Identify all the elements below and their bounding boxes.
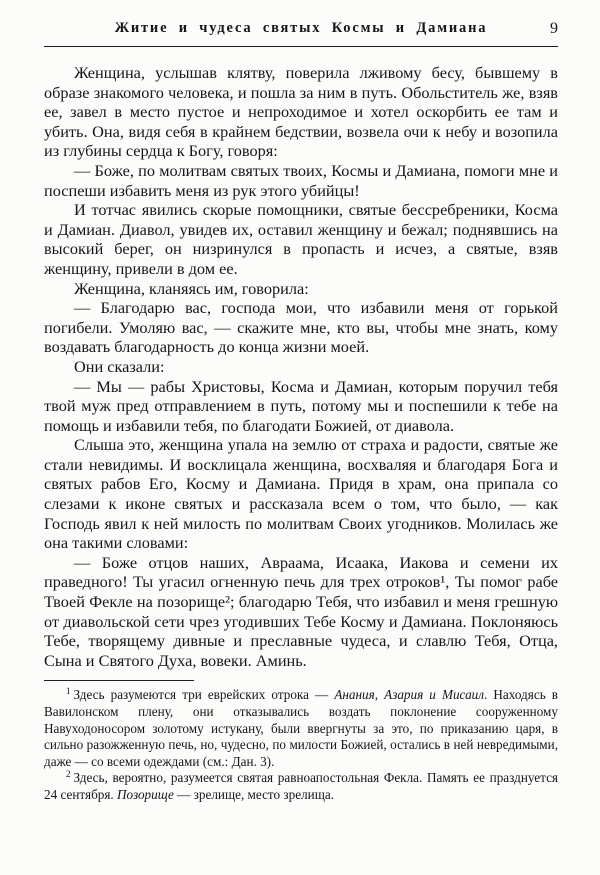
footnote-2 (44, 770, 558, 803)
footnote-2-text-cont: — зрелище, место зрелища. (173, 786, 335, 802)
footnote-1-text: Здесь разумеются три еврейских отрока — (73, 687, 335, 703)
footnotes (44, 687, 558, 803)
paragraph: Они сказали: (74, 356, 165, 376)
paragraph-dialogue: — Мы — рабы Христовы, Косма и Дамиан, которым поручил тебя твой муж пред отправлением в путь, потому мы и поспешили к тебе на помощь и избавили тебя, по благодати Божией, от диавола. (44, 376, 558, 435)
footnote-1-marker: 1 (66, 686, 71, 697)
paragraph-dialogue: — Боже отцов наших, Авраама, Исаака, Иакова и семени их праведного! Ты угасил огненную печь для трех отроков¹, Ты помог рабе Твоей Фекле на позорище²; благодарю Тебя, что избавил и меня грешную от диавольской сети чрез угодивших Тебе Косму и Дамиана. Поклоняюсь Тебе, творящему дивные и преславные чудеса, и славлю Тебя, Отца, Сына и Святого Духа, вовеки. Аминь. (44, 552, 558, 670)
header-rule (44, 46, 558, 47)
main-text (44, 63, 558, 670)
footnote-1-text-cont: . Находясь в Вавилонском плену, они отказывались воздать поклонение сооруженному Навуходоносором золотому истукану, были ввергнуты за это, по приказанию царя, в сильно разожженную печь, но, чудесно, по милости Божией, остались в ней невредимыми, даже — со всеми одеждами (см.: Дан. 3). (44, 687, 558, 769)
footnote-1-italic-text: Анания, Азария и Мисаил (334, 687, 485, 703)
paragraph: Женщина, кланяясь им, говорила: (74, 278, 309, 298)
page-number: 9 (550, 20, 558, 37)
footnote-2-marker: 2 (66, 768, 71, 779)
paragraph: И тотчас явились скорые помощники, святые бессребреники, Косма и Дамиан. Диавол, увидев их, оставил женщину и бежал; поднявшись на высокий берег, он низринулся в пропасть и исчез, а святые, взяв женщину, привели в дом ее. (44, 200, 558, 278)
footnote-1 (44, 687, 558, 770)
paragraph-dialogue: — Боже, по молитвам святых твоих, Космы и Дамиана, помоги мне и поспеши избавить меня из рук этого убийцы! (44, 160, 558, 200)
footnote-2-italic-text: Позорище (117, 786, 174, 802)
footnote-separator (44, 680, 194, 681)
paragraph: Женщина, услышав клятву, поверила лживому бесу, бывшему в образе знакомого человека, и пошла за ним в путь. Обольститель же, взяв ее, завел в место пустое и непроходимое и хотел оскорбить ее там и убить. Она, видя себя в крайнем бедствии, возвела очи к небу и возопила из глубины сердца к Богу, говоря: (44, 63, 558, 161)
paragraph: Слыша это, женщина упала на землю от страха и радости, святые же стали невидимы. И восклицала женщина, восхваляя и благодаря Бога и святых рабов Его, Косму и Дамиана. Придя в храм, она припала со слезами к иконе святых и рассказала всем о том, что было, — как Господь явил к ней милость по молитвам Своих угодников. Молилась же она такими словами: (44, 435, 558, 553)
page-header (44, 20, 558, 42)
footnote-2-text: Здесь, вероятно, разумеется святая равноапостольная Фекла. Память ее празднуется 24 сентября. (44, 770, 558, 802)
chapter-title: Житие и чудеса святых Космы и Дамиана (114, 20, 488, 36)
paragraph-dialogue: — Благодарю вас, господа мои, что избавили меня от горькой погибели. Умоляю вас, — скажите мне, кто вы, чтобы мне знать, кому воздавать благодарность до конца жизни моей. (44, 298, 558, 357)
